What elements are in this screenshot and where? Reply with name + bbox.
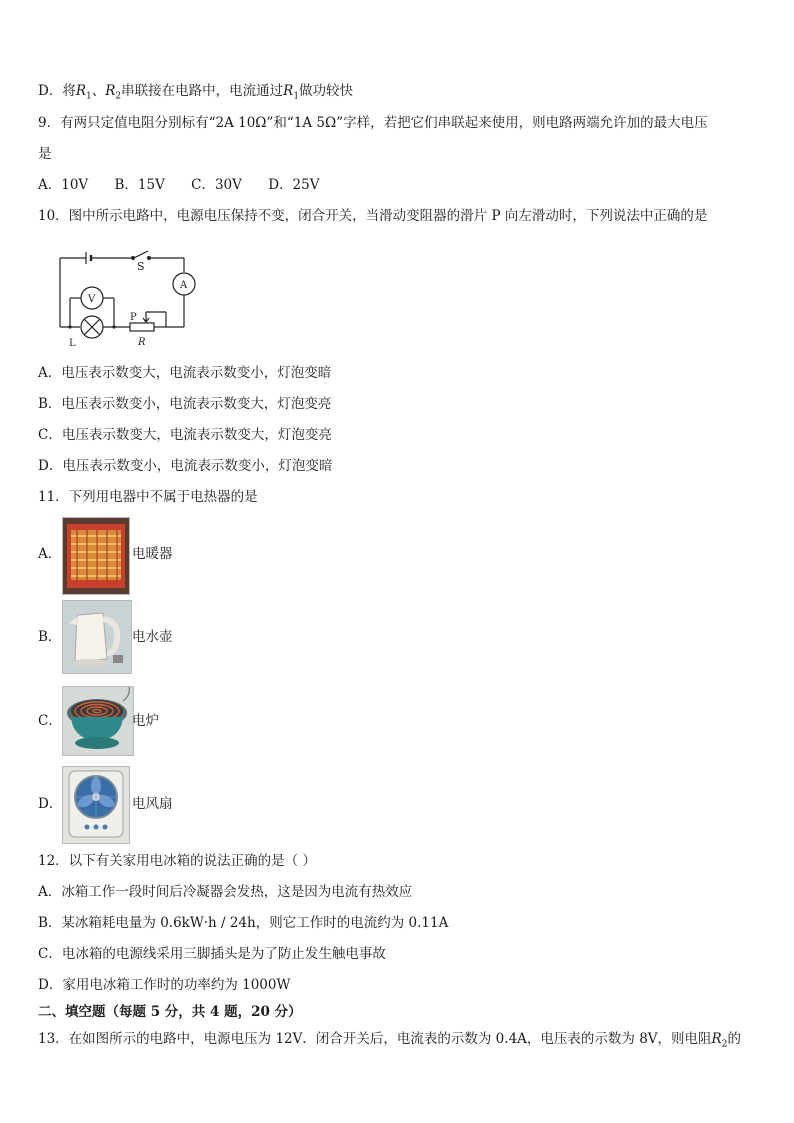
q11-option-a-label: 电暖器 (132, 546, 173, 562)
kettle-icon (63, 601, 131, 673)
q10-circuit-diagram (52, 244, 212, 350)
q10-option-b[interactable]: B．电压表示数变小，电流表示数变大，灯泡变亮 (38, 396, 332, 412)
circuit-label-switch: S (137, 260, 145, 273)
q9-option-d[interactable]: D．25V (268, 177, 320, 193)
section-fill-in-title: 二、填空题（每题 5 分，共 4 题，20 分） (38, 1004, 302, 1020)
q9-options (38, 176, 758, 194)
fan-image[interactable] (62, 766, 130, 844)
q10-stem: 10．图中所示电路中，电源电压保持不变，闭合开关，当滑动变阻器的滑片 P 向左滑动时，下列说法中正确的是 (38, 208, 708, 224)
q12-option-d[interactable]: D．家用电冰箱工作时的功率约为 1000W (38, 977, 291, 993)
stove-icon (63, 687, 133, 755)
fan-icon (63, 767, 129, 843)
q11-option-b-label: 电水壶 (132, 629, 173, 645)
q10-option-c[interactable]: C．电压表示数变大，电流表示数变大，灯泡变亮 (38, 427, 332, 443)
q10-option-a[interactable]: A．电压表示数变大，电流表示数变小，灯泡变暗 (38, 365, 332, 381)
q11-option-b-letter[interactable]: B． (38, 629, 62, 645)
heater-image[interactable] (62, 517, 130, 595)
q11-stem: 11．下列用电器中不属于电热器的是 (38, 489, 258, 505)
circuit-label-slider: P (130, 312, 137, 323)
q11-option-a-letter[interactable]: A． (38, 546, 62, 562)
q9-option-b[interactable]: B．15V (114, 177, 165, 193)
q-prev-option-d: D．将$R_1$、$R_2$串联接在电路中，电流通过$R_1$做功较快 (38, 83, 354, 102)
kettle-image[interactable] (62, 600, 132, 674)
q11-option-d-letter[interactable]: D． (38, 796, 63, 812)
circuit-label-bulb: L (69, 338, 76, 349)
q9-stem-line2: 是 (38, 146, 52, 162)
q11-option-c-label: 电炉 (132, 713, 159, 729)
q9-stem-line1: 9．有两只定值电阻分别标有“2A 10Ω”和“1A 5Ω”字样，若把它们串联起来使用，则电路两端允许加的最大电压 (38, 115, 708, 131)
q12-option-c[interactable]: C．电冰箱的电源线采用三脚插头是为了防止发生触电事故 (38, 946, 386, 962)
q12-option-a[interactable]: A．冰箱工作一段时间后冷凝器会发热，这是因为电流有热效应 (38, 884, 413, 900)
q9-option-c[interactable]: C．30V (191, 177, 242, 193)
q13-stem: 13．在如图所示的电路中，电源电压为 12V．闭合开关后，电流表的示数为 0.4A，电压表的示数为 8V，则电阻$R_2$的 (38, 1031, 741, 1050)
circuit-label-rheostat: R (138, 337, 146, 348)
circuit-label-voltmeter: V (88, 294, 96, 305)
stove-image[interactable] (62, 686, 134, 756)
q10-option-d[interactable]: D．电压表示数变小，电流表示数变小，灯泡变暗 (38, 458, 333, 474)
q11-option-d-label: 电风扇 (132, 796, 173, 812)
circuit-label-ammeter: A (180, 280, 188, 291)
heater-icon (63, 518, 129, 594)
q9-option-a[interactable]: A．10V (38, 177, 89, 193)
q12-option-b[interactable]: B．某冰箱耗电量为 0.6kW·h / 24h，则它工作时的电流约为 0.11A (38, 915, 449, 931)
q11-option-c-letter[interactable]: C． (38, 713, 62, 729)
q12-stem: 12．以下有关家用电冰箱的说法正确的是（ ） (38, 853, 316, 869)
